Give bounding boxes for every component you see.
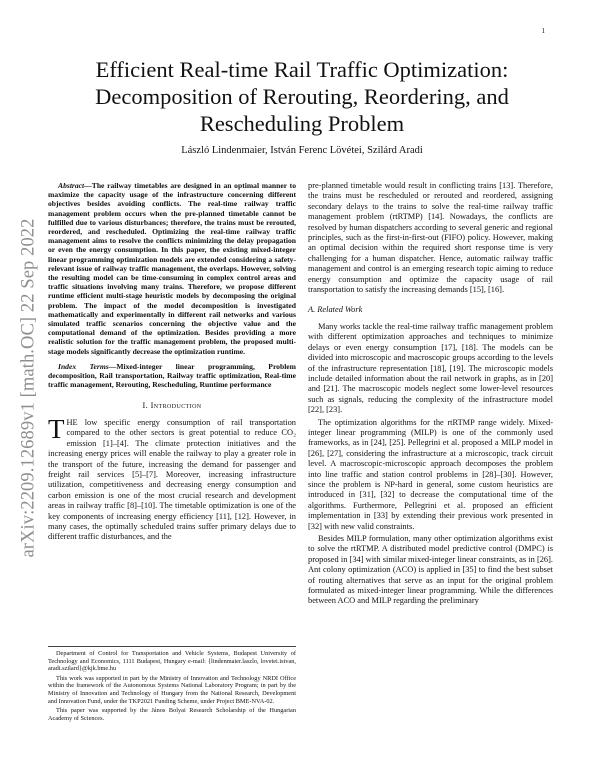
drop-cap: T bbox=[48, 413, 65, 444]
author-list: László Lindenmaier, István Ferenc Lövétei, Szilárd Aradi bbox=[181, 145, 423, 156]
footnote-affiliation: Department of Control for Transportation and Vehicle Systems, Budapest University of Technology and Economics, 1111 Budapest, Hungary e-mail: {lindenmaier.laszlo, lovetei.istvan, aradi.szilard}@kjk.bme.hu bbox=[48, 650, 296, 673]
subsection-heading-related-work: A. Related Work bbox=[308, 305, 363, 315]
index-terms bbox=[48, 362, 296, 390]
left-column bbox=[48, 181, 296, 543]
abstract-text: —The railway timetables are designed in an optimal manner to maximize the capacity usage of the infrastructure concerning different objectives besides avoiding conflicts. The real-time railway traffic management problem occurs when the pre-planned timetable cannot be fulfilled due to various disturbances; therefore, the trains must be rerouted, reordered, and rescheduled. Optimizing the real-time railway traffic management aims to resolve the conflicts minimizing the delay propagation or even the energy consumption. In this paper, the existing mixed-integer linear programming optimization models are extended considering a safety-relevant issue of railway traffic management, the overlaps. However, solving the resulting model can be time-consuming in complex control areas and traffic situations involving many trains. Therefore, we propose different runtime efficient multi-stage heuristic models by decomposing the original problem. The impact of the model decomposition is investigated mathematically and experimentally in different rail networks and various simulated traffic scenarios concerning the objective value and the computational demand of the optimization. Besides providing a more realistic solution for the traffic management problem, the proposed multi-stage models significantly decrease the optimization runtime. bbox=[48, 181, 296, 356]
arxiv-stamp bbox=[9, 195, 49, 580]
abstract bbox=[48, 181, 296, 356]
footnote-scholarship: This paper was supported by the János Bolyai Research Scholarship of the Hungarian Academy of Sciences. bbox=[48, 707, 296, 722]
intro-paragraph bbox=[48, 413, 296, 543]
paragraph: Besides MILP formulation, many other optimization algorithms exist to solve the rtRTMP. A distributed model predictive control (DMPC) is proposed in [34] with similar mixed-integer linear constraints, as in [26]. Ant colony optimization (ACO) is applied in [35] to find the best subset of routing alternatives that serve as an input for the original problem formulated as mixed-integer linear programming. While the differences between ACO and MILP regarding the preliminary bbox=[308, 534, 553, 606]
index-terms-label: Index Terms bbox=[58, 361, 109, 371]
intro-paragraph-text: HE low specific energy consumption of rail transportation compared to the other sectors is great potential to reduce CO₂ emission [1]–[4]. The climate protection initiatives and the increasing energy prices will enable the railway to play a greater role in the transport of the future, increasing the demand for passenger and freight rail services [5]–[7]. Moreover, increasing infrastructure utilization, competitiveness and decreasing energy consumption and carbon emission is one of the most crucial research and development areas in railway traffic [8]–[10]. The timetable optimization is one of the key components of increasing energy efficiency [11], [12]. However, in many cases, the optimally scheduled trains suffer primary delays due to different traffic disturbances, and the bbox=[48, 417, 296, 542]
footnote-funding: This work was supported in part by the Ministry of Innovation and Technology NRDI Office within the framework of the Autonomous Systems National Laboratory Program; in part by the Ministry of Innovation and Technology of Hungary from the National Research, Development and Innovation Fund, under the TKP2021 Funding Scheme, under Project BME-NVA-02. bbox=[48, 674, 296, 705]
paragraph: Many works tackle the real-time railway traffic management problem with different optimization approaches and techniques to minimize delays or even energy consumption [17], [18]. The models can be divided into microscopic and macroscopic groups according to the levels of the infrastructure representation [18], [19]. The microscopic models include detailed information about the rail network in graphs, as in [20] and [21]. The macroscopic models neglect some lower-level resources such as signals, reducing the complexity of the infrastructure model [22], [23]. bbox=[308, 321, 553, 415]
abstract-label: Abstract bbox=[58, 181, 85, 190]
index-terms-text: —Mixed-integer linear programming, Problem decomposition, Rail transportation, Railway traffic optimization, Real-time traffic management, Rerouting, Rescheduling, Runtime performance bbox=[48, 361, 297, 390]
footnotes bbox=[48, 646, 296, 724]
arxiv-stamp-text: arXiv:2209.12689v1 [math.OC] 22 Sep 2022 bbox=[18, 217, 39, 558]
paper-title: Efficient Real-time Rail Traffic Optimization: Decomposition of Rerouting, Reordering, and Rescheduling Problem bbox=[95, 57, 509, 136]
page-number: 1 bbox=[541, 27, 545, 35]
paragraph: The optimization algorithms for the rtRTMP range widely. Mixed-integer linear programming (MILP) is one of the commonly used frameworks, as in [24], [25]. Pellegrini et al. proposed a MILP model in [26], [27], considering the infrastructure at a microscopic, track circuit level. A macroscopic-microscopic approach decomposes the problem into line traffic and station control problems in [28]–[30]. However, since the problem is NP-hard in general, some custom heuristics are introduced in [31], [32] to decrease the computational time of the algorithms. Furthermore, Pellegrini et al. proposed an efficient implementation in [33] by extending their previous work presented in [32] with new valid constraints. bbox=[308, 417, 553, 531]
paragraph: pre-planned timetable would result in conflicting trains [13]. Therefore, the trains must be rescheduled or rerouted and reordered, assigning secondary delays to the trains to solve the real-time railway traffic management problem (rtRTMP) [14]. Nowadays, the conflicts are resolved by human dispatchers according to several generic and regional principles, such as the first-in-first-out (FIFO) policy. However, making an optimal decision within the required short response time is very challenging for a human dispatcher. Hence, automatic railway traffic management and control is an emerging research topic aiming to reduce energy consumption and optimize the capacity usage of rail transportation to satisfy the increasing demands [15], [16]. bbox=[308, 181, 553, 295]
right-column bbox=[308, 181, 553, 607]
section-heading-introduction: I. Introduction bbox=[142, 401, 202, 411]
